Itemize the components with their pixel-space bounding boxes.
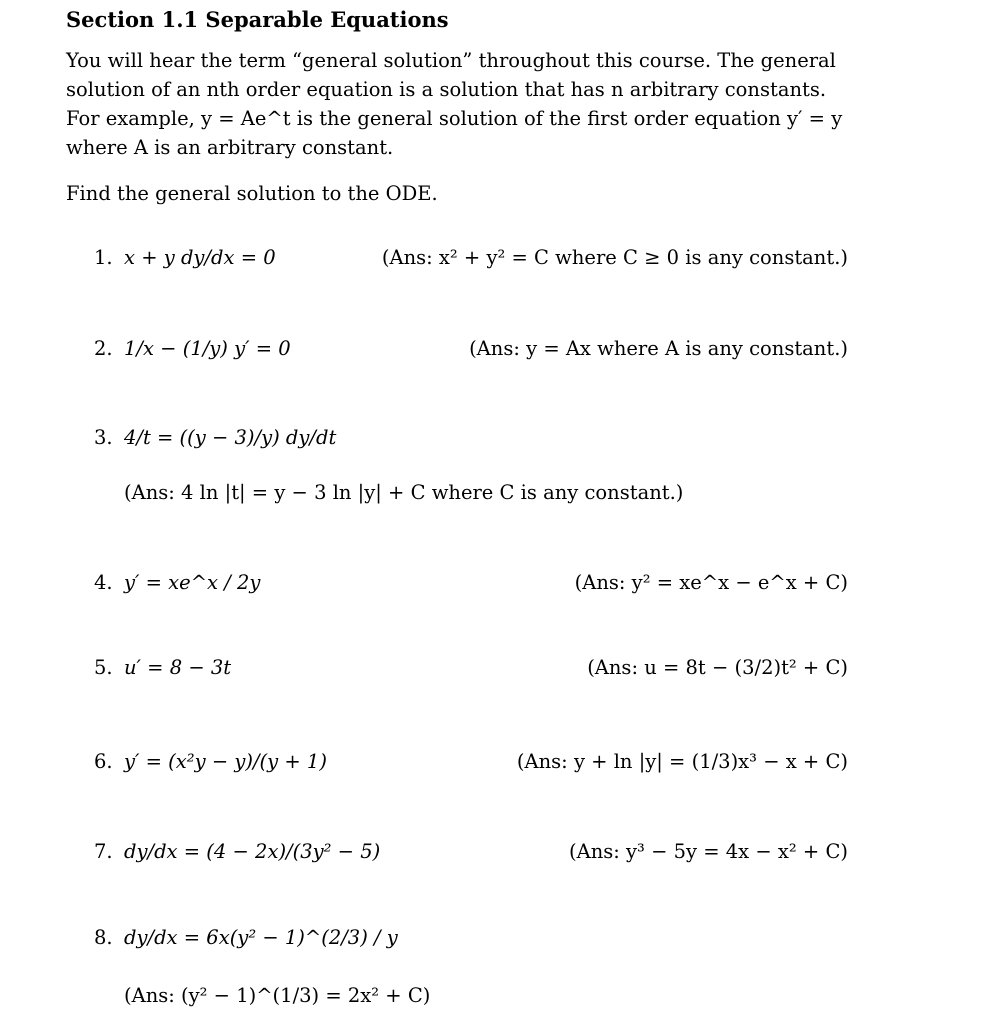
problem-number: 2.	[94, 337, 113, 360]
problem-answer: (Ans: 4 ln |t| = y − 3 ln |y| + C where C is any constant.)	[124, 481, 684, 504]
problem-equation: y′ = (x²y − y)/(y + 1)	[124, 750, 327, 773]
problem-number: 8.	[94, 926, 113, 949]
problem-equation: dy/dx = 6x(y² − 1)^(2/3) / y	[124, 926, 398, 949]
problem-equation: 1/x − (1/y) y′ = 0	[124, 337, 291, 360]
problem-number: 6.	[94, 750, 113, 773]
intro-line-2: solution of an nth order equation is a solution that has n arbitrary constants.	[66, 78, 827, 101]
problem-number: 4.	[94, 571, 113, 594]
problem-answer: (Ans: (y² − 1)^(1/3) = 2x² + C)	[124, 984, 431, 1007]
problem-answer: (Ans: u = 8t − (3/2)t² + C)	[587, 656, 848, 679]
problem-answer: (Ans: y³ − 5y = 4x − x² + C)	[569, 840, 848, 863]
problem-number: 7.	[94, 840, 113, 863]
problem-equation: 4/t = ((y − 3)/y) dy/dt	[124, 426, 337, 449]
problem-equation: dy/dx = (4 − 2x)/(3y² − 5)	[124, 840, 381, 863]
intro-line-1: You will hear the term “general solution” throughout this course. The general	[66, 49, 836, 72]
problem-answer: (Ans: y = Ax where A is any constant.)	[469, 337, 848, 360]
problem-number: 5.	[94, 656, 113, 679]
problem-answer: (Ans: x² + y² = C where C ≥ 0 is any constant.)	[381, 246, 848, 269]
problem-equation: y′ = xe^x / 2y	[124, 571, 261, 594]
problem-equation: u′ = 8 − 3t	[124, 656, 232, 679]
intro-paragraph	[66, 46, 866, 162]
problem-number: 1.	[94, 246, 113, 269]
problem-number: 3.	[94, 426, 113, 449]
instruction-text: Find the general solution to the ODE.	[66, 182, 438, 205]
problem-answer: (Ans: y + ln |y| = (1/3)x³ − x + C)	[516, 750, 848, 773]
intro-line-3: For example, y = Ae^t is the general solution of the first order equation y′ = y	[66, 107, 843, 130]
problem-answer: (Ans: y² = xe^x − e^x + C)	[574, 571, 848, 594]
intro-line-4: where A is an arbitrary constant.	[66, 136, 394, 159]
problem-equation: x + y dy/dx = 0	[124, 246, 276, 269]
page-title: Section 1.1 Separable Equations	[66, 7, 449, 32]
